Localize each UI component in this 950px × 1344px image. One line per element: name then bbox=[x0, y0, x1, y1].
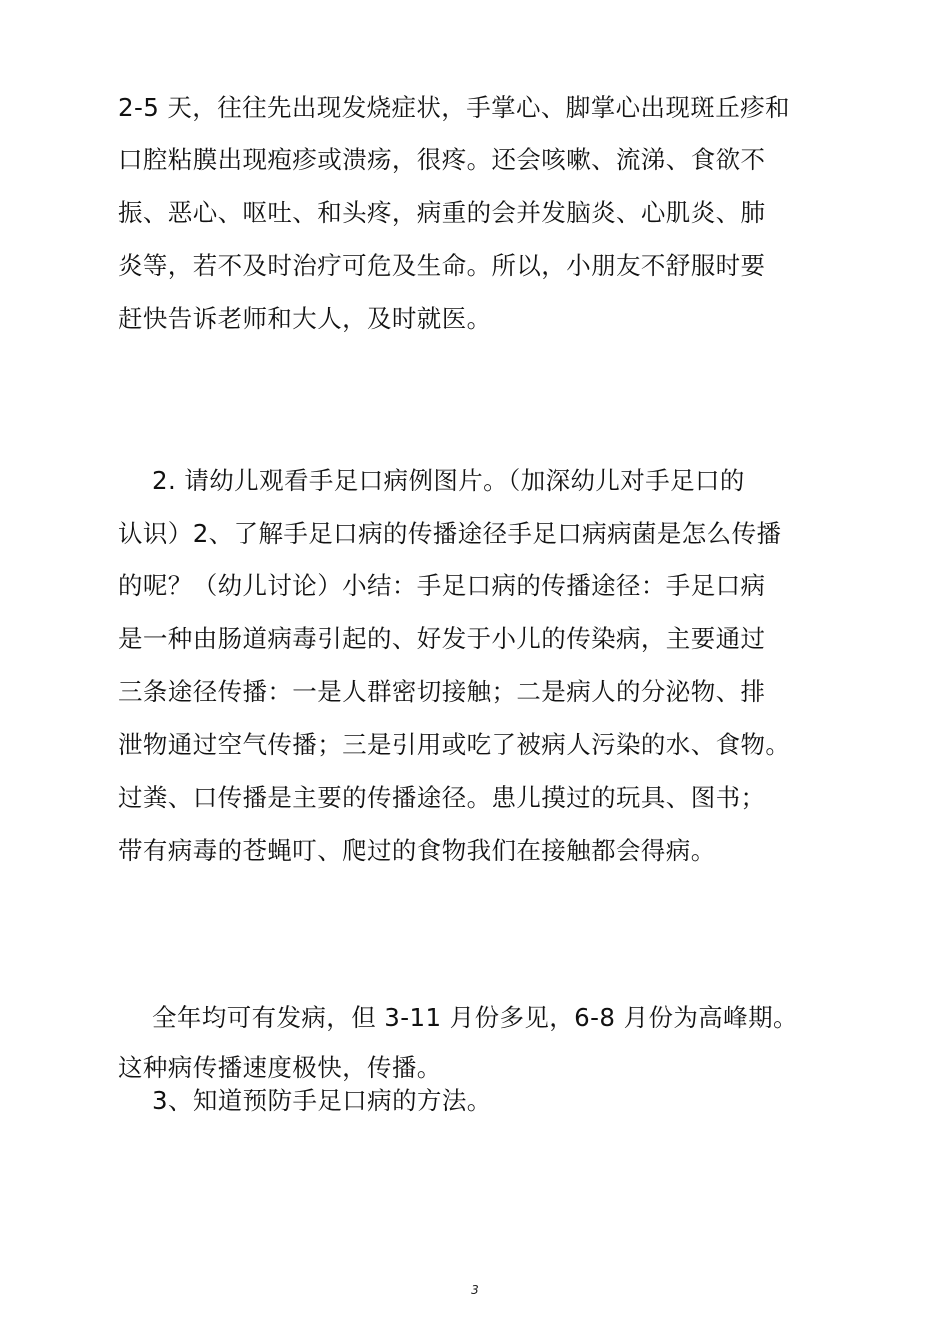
paragraph-2-line-7: 过粪、口传播是主要的传播途径。患儿摸过的玩具、图书； bbox=[118, 783, 766, 812]
paragraph-2-line-4: 是一种由肠道病毒引起的、好发于小儿的传染病，主要通过 bbox=[118, 624, 766, 653]
paragraph-2-line-2: 认识）2、了解手足口病的传播途径手足口病病菌是怎么传播 bbox=[118, 519, 782, 548]
paragraph-4-line-1: 3、知道预防手足口病的方法。 bbox=[152, 1086, 492, 1115]
paragraph-2-line-3: 的呢？（幼儿讨论）小结：手足口病的传播途径：手足口病 bbox=[118, 571, 766, 600]
paragraph-1-line-3: 振、恶心、呕吐、和头疼，病重的会并发脑炎、心肌炎、肺 bbox=[118, 198, 766, 227]
paragraph-2-line-8: 带有病毒的苍蝇叮、爬过的食物我们在接触都会得病。 bbox=[118, 836, 716, 865]
paragraph-1-line-4: 炎等，若不及时治疗可危及生命。所以，小朋友不舒服时要 bbox=[118, 251, 766, 280]
paragraph-1-line-5: 赶快告诉老师和大人，及时就医。 bbox=[118, 304, 492, 333]
page-number: 3 bbox=[471, 1283, 479, 1297]
paragraph-2-line-6: 泄物通过空气传播；三是引用或吃了被病人污染的水、食物。 bbox=[118, 730, 791, 759]
paragraph-2-line-1: 2. 请幼儿观看手足口病例图片。（加深幼儿对手足口的 bbox=[152, 466, 745, 495]
paragraph-1-line-1: 2-5 天，往往先出现发烧症状，手掌心、脚掌心出现斑丘疹和 bbox=[118, 93, 790, 122]
paragraph-1-line-2: 口腔粘膜出现疱疹或溃疡，很疼。还会咳嗽、流涕、食欲不 bbox=[118, 145, 766, 174]
paragraph-3-line-1: 全年均可有发病，但 3-11 月份多见，6-8 月份为高峰期。 bbox=[152, 1003, 798, 1032]
paragraph-3-line-2: 这种病传播速度极快，传播。 bbox=[118, 1053, 442, 1082]
paragraph-2-line-5: 三条途径传播：一是人群密切接触；二是病人的分泌物、排 bbox=[118, 677, 766, 706]
